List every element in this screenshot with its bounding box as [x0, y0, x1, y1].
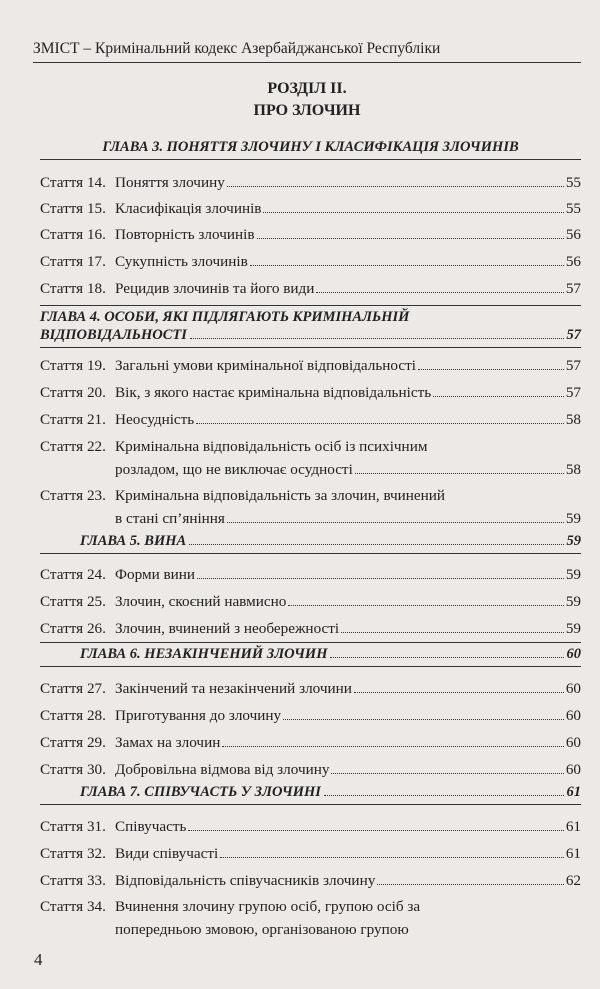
article-number: Стаття 26. — [40, 620, 106, 637]
dot-leader — [283, 719, 564, 720]
page-ref: 55 — [565, 174, 581, 191]
dot-leader — [188, 830, 563, 831]
article-title: Рецидив злочинів та його види — [115, 280, 315, 297]
article-title: Неосудність — [115, 411, 195, 428]
page-number: 4 — [34, 950, 43, 969]
dot-leader — [324, 795, 564, 796]
toc-entry-article-19 — [40, 354, 581, 377]
article-title: Сукупність злочинів — [115, 253, 248, 270]
dot-leader — [250, 265, 564, 266]
toc-entry-article-21 — [40, 408, 581, 431]
toc-entry-article-20 — [40, 381, 581, 404]
dot-leader — [196, 423, 564, 424]
article-title: Форми вини — [115, 566, 196, 583]
toc-entry-article-27 — [40, 677, 581, 700]
toc-entry-article-30 — [40, 758, 581, 781]
dot-leader — [222, 746, 563, 747]
article-number: Стаття 16. — [40, 226, 106, 243]
article-title: Види співучасті — [115, 845, 219, 862]
toc-entry-article-24 — [40, 563, 581, 586]
toc-entry-article-29 — [40, 731, 581, 754]
chapter-4-heading — [40, 324, 581, 348]
page-ref: 60 — [565, 707, 581, 724]
toc-entry-article-28 — [40, 704, 581, 727]
dot-leader — [257, 238, 564, 239]
chapter-title: ГЛАВА 7. СПІВУЧАСТЬ У ЗЛОЧИНІ — [80, 784, 321, 800]
toc-entry-article-33 — [40, 869, 581, 892]
article-title: Вік, з якого настає кримінальна відповідальність — [115, 384, 432, 401]
page-ref: 58 — [565, 411, 581, 428]
dot-leader — [331, 773, 563, 774]
chapter-7-heading — [40, 781, 581, 805]
page-ref: 57 — [565, 280, 581, 297]
page-ref: 57 — [565, 357, 581, 374]
dot-leader — [227, 186, 564, 187]
article-title: Кримінальна відповідальність осіб із психічним — [115, 438, 428, 455]
toc-entry-article-32 — [40, 842, 581, 865]
dot-leader — [341, 632, 564, 633]
article-number: Стаття 19. — [40, 357, 106, 374]
page-ref: 61 — [565, 818, 581, 835]
toc-entry-article-31 — [40, 815, 581, 838]
chapter-title: ВІДПОВІДАЛЬНОСТІ — [40, 327, 187, 343]
article-title: Добровільна відмова від злочину — [115, 761, 330, 778]
toc-entry-article-15 — [40, 197, 581, 220]
article-number: Стаття 30. — [40, 761, 106, 778]
chapter-4-heading-line1: ГЛАВА 4. ОСОБИ, ЯКІ ПІДЛЯГАЮТЬ КРИМІНАЛЬНІЙ — [40, 309, 410, 325]
article-title: Закінчений та незакінчений злочини — [115, 680, 352, 697]
article-number: Стаття 18. — [40, 280, 106, 297]
dot-leader — [263, 212, 563, 213]
article-number: Стаття 31. — [40, 818, 106, 835]
article-number: Стаття 33. — [40, 872, 106, 889]
chapter-6-heading — [40, 643, 581, 667]
dot-leader — [330, 657, 563, 658]
page-ref: 61 — [566, 784, 581, 800]
toc-entry-article-23 — [40, 484, 581, 530]
dot-leader — [190, 338, 564, 339]
page-ref: 59 — [565, 620, 581, 637]
article-title: Злочин, скоєний навмисно — [115, 593, 287, 610]
page-ref: 61 — [565, 845, 581, 862]
toc-entry-article-16 — [40, 223, 581, 246]
page-ref: 59 — [565, 566, 581, 583]
article-number: Стаття 20. — [40, 384, 106, 401]
toc-entry-article-25 — [40, 590, 581, 613]
page-ref: 59 — [565, 593, 581, 610]
article-number: Стаття 24. — [40, 566, 106, 583]
toc-entry-article-26 — [40, 617, 581, 640]
article-number: Стаття 27. — [40, 680, 106, 697]
toc-entry-article-34 — [40, 895, 581, 941]
dot-leader — [197, 578, 564, 579]
article-title: Повторність злочинів — [115, 226, 255, 243]
toc-entry-article-17 — [40, 250, 581, 273]
article-title: Поняття злочину — [115, 174, 225, 191]
page-ref: 60 — [565, 680, 581, 697]
toc-entry-article-14 — [40, 171, 581, 194]
article-title: Замах на злочин — [115, 734, 221, 751]
dot-leader — [227, 522, 564, 523]
article-title: Приготування до злочину — [115, 707, 282, 724]
article-number: Стаття 17. — [40, 253, 106, 270]
article-title-continued: в стані сп’яніння — [115, 510, 225, 527]
page-ref: 55 — [565, 200, 581, 217]
toc-entry-article-18 — [40, 277, 581, 300]
dot-leader — [189, 544, 563, 545]
page-ref: 58 — [565, 461, 581, 478]
article-number: Стаття 22. — [40, 438, 106, 455]
page-ref: 56 — [565, 253, 581, 270]
article-number: Стаття 14. — [40, 174, 106, 191]
article-title-continued: розладом, що не виключає осудності — [115, 461, 353, 478]
article-number: Стаття 28. — [40, 707, 106, 724]
article-number: Стаття 25. — [40, 593, 106, 610]
page-ref: 59 — [566, 533, 581, 549]
dot-leader — [316, 292, 563, 293]
section-number: РОЗДІЛ ІІ. — [267, 80, 347, 97]
article-title: Класифікація злочинів — [115, 200, 262, 217]
article-number: Стаття 32. — [40, 845, 106, 862]
page-ref: 62 — [565, 872, 581, 889]
dot-leader — [220, 857, 564, 858]
page-ref: 60 — [566, 646, 581, 662]
page-ref: 57 — [566, 327, 581, 343]
dot-leader — [377, 884, 564, 885]
toc-entry-article-22 — [40, 435, 581, 481]
dot-leader — [354, 692, 564, 693]
page-ref: 59 — [565, 510, 581, 527]
article-number: Стаття 34. — [40, 898, 106, 915]
running-head: ЗМІСТ – Кримінальний кодекс Азербайджанської Республіки — [33, 40, 581, 63]
article-title: Загальні умови кримінальної відповідальності — [115, 357, 417, 374]
article-number: Стаття 15. — [40, 200, 106, 217]
article-title-continued: попередньою змовою, організованою групою — [115, 921, 409, 938]
article-title: Кримінальна відповідальність за злочин, вчинений — [115, 487, 446, 504]
page-ref: 56 — [565, 226, 581, 243]
article-number: Стаття 21. — [40, 411, 106, 428]
article-title: Вчинення злочину групою осіб, групою осіб за — [115, 898, 421, 915]
article-number: Стаття 23. — [40, 487, 106, 504]
section-title: ПРО ЗЛОЧИН — [253, 102, 361, 119]
article-title: Співучасть — [115, 818, 187, 835]
dot-leader — [288, 605, 564, 606]
article-title: Відповідальність співучасників злочину — [115, 872, 376, 889]
article-number: Стаття 29. — [40, 734, 106, 751]
article-title: Злочин, вчинений з необережності — [115, 620, 340, 637]
page-ref: 60 — [565, 761, 581, 778]
chapter-title: ГЛАВА 6. НЕЗАКІНЧЕНИЙ ЗЛОЧИН — [80, 646, 328, 662]
page-ref: 57 — [565, 384, 581, 401]
dot-leader — [433, 396, 564, 397]
chapter-3-heading: ГЛАВА 3. ПОНЯТТЯ ЗЛОЧИНУ І КЛАСИФІКАЦІЯ ЗЛОЧИНІВ — [40, 136, 581, 160]
page-ref: 60 — [565, 734, 581, 751]
dot-leader — [418, 369, 564, 370]
chapter-5-heading — [40, 530, 581, 554]
chapter-title: ГЛАВА 5. ВИНА — [80, 533, 187, 549]
dot-leader — [355, 473, 564, 474]
